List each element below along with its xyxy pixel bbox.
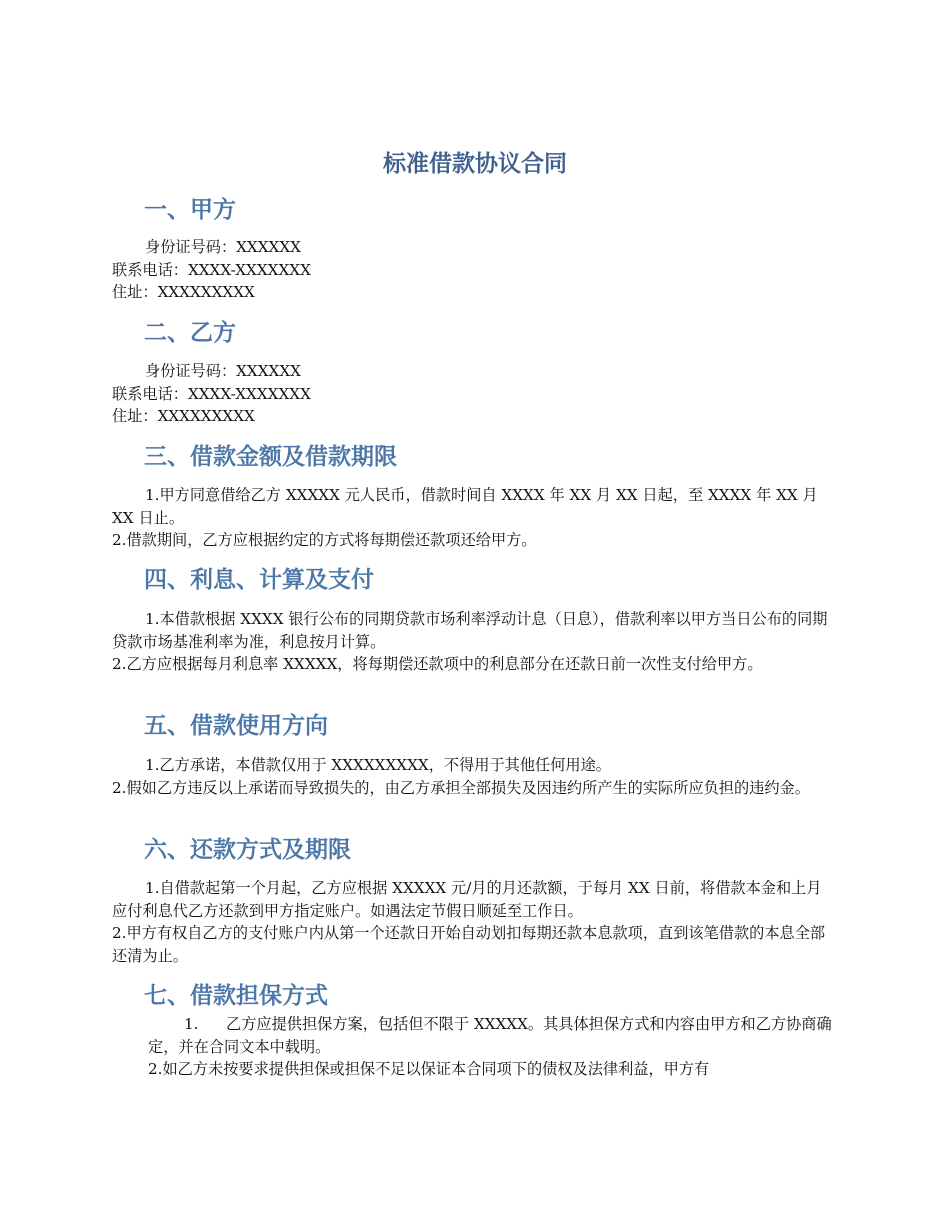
- party-a-phone: 联系电话：XXXX-XXXXXXX: [112, 260, 311, 279]
- party-b-id: 身份证号码：XXXXXX: [145, 362, 301, 380]
- party-a-info: [112, 236, 836, 304]
- guarantee-clause-1: [112, 1013, 836, 1058]
- party-b-address: 住址：XXXXXXXXX: [112, 407, 255, 425]
- party-a-address: 住址：XXXXXXXXX: [112, 283, 255, 301]
- section-heading-party-a: 一、甲方: [144, 197, 236, 223]
- usage-clause-2: 2.假如乙方违反以上承诺而导致损失的，由乙方承担全部损失及因违约所产生的实际所应负担的违约金。: [112, 778, 810, 797]
- section-heading-interest: 四、利息、计算及支付: [144, 567, 374, 593]
- section-heading-usage: 五、借款使用方向: [144, 713, 328, 739]
- document-title: 标准借款协议合同: [383, 151, 567, 177]
- interest-clause-1: 1.本借款根据 XXXX 银行公布的同期贷款市场利率浮动计息（日息），借款利率以甲方当日公布的同期贷款市场基准利率为准，利息按月计算。: [112, 610, 828, 651]
- guarantee-clause-2: 2.如乙方未按要求提供担保或担保不足以保证本合同项下的债权及法律利益，甲方有: [148, 1060, 710, 1078]
- interest-clause-2: 2.乙方应根据每月利息率 XXXXX，将每期偿还款项中的利息部分在还款日前一次性支付给甲方。: [112, 655, 763, 673]
- guarantee-clause-1-text: 乙方应提供担保方案，包括但不限于 XXXXX。其具体担保方式和内容由甲方和乙方协商确定，并在合同文本中载明。: [148, 1015, 832, 1056]
- guarantee-body: [112, 1013, 836, 1081]
- repayment-body: [112, 877, 836, 967]
- party-b-phone: 联系电话：XXXX-XXXXXXX: [112, 384, 311, 403]
- repayment-clause-2: 2.甲方有权自乙方的支付账户内从第一个还款日开始自动划扣每期还款本息款项，直到该笔借款的本息全部还清为止。: [112, 924, 826, 965]
- section-heading-guarantee: 七、借款担保方式: [144, 983, 328, 1009]
- party-b-info: [112, 360, 836, 428]
- section-heading-loan-amount: 三、借款金额及借款期限: [144, 444, 397, 470]
- section-heading-party-b: 二、乙方: [144, 320, 236, 346]
- loan-amount-clause-1: 1.甲方同意借给乙方 XXXXX 元人民币，借款时间自 XXXX 年 XX 月 XX 日起，至 XXXX 年 XX 月 XX 日止。: [112, 486, 818, 527]
- section-heading-repayment: 六、还款方式及期限: [144, 837, 351, 863]
- loan-amount-body: [112, 484, 836, 552]
- interest-body: [112, 608, 836, 676]
- loan-amount-clause-2: 2.借款期间，乙方应根据约定的方式将每期偿还款项还给甲方。: [112, 531, 537, 549]
- usage-body: [112, 754, 836, 799]
- usage-clause-1: 1.乙方承诺，本借款仅用于 XXXXXXXXX，不得用于其他任何用途。: [145, 756, 611, 774]
- repayment-clause-1: 1.自借款起第一个月起，乙方应根据 XXXXX 元/月的月还款额，于每月 XX 日前，将借款本金和上月应付利息代乙方还款到甲方指定账户。如遇法定节假日顺延至工作日。: [112, 879, 822, 920]
- party-a-id: 身份证号码：XXXXXX: [145, 238, 301, 256]
- guarantee-clause-1-number: 1.: [184, 1015, 199, 1033]
